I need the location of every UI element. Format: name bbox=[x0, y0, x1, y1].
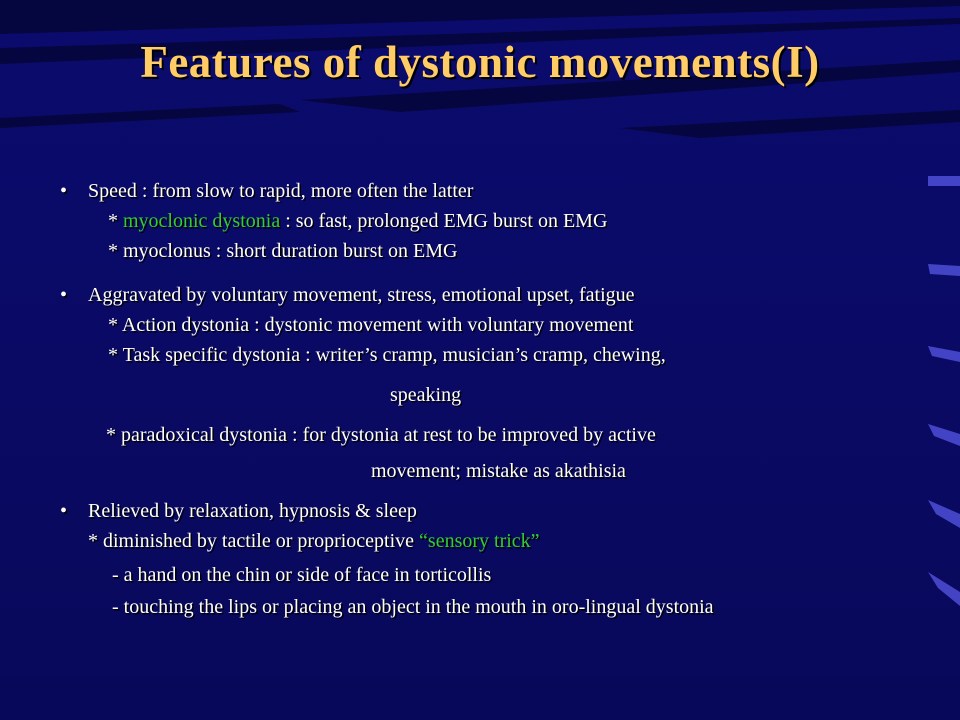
sub-1-prefix: * bbox=[108, 210, 123, 232]
bullet-2-sub-2: * Task specific dystonia : writer’s cramp, musician’s cramp, chewing, bbox=[108, 344, 666, 366]
bullet-1-sub-1 bbox=[108, 210, 607, 233]
bullet-3-sub-2: - a hand on the chin or side of face in torticollis bbox=[112, 564, 492, 586]
slide-title: Features of dystonic movements(I) bbox=[140, 37, 820, 87]
bullet-3-sub-1 bbox=[88, 530, 540, 553]
sensory-trick-highlight: “sensory trick” bbox=[419, 530, 540, 552]
bullet-3-text: Relieved by relaxation, hypnosis & sleep bbox=[88, 500, 417, 522]
bullet-1-glyph: • bbox=[60, 180, 68, 202]
myoclonic-dystonia-highlight: myoclonic dystonia bbox=[123, 210, 281, 232]
bullet-2-sub-3: * paradoxical dystonia : for dystonia at rest to be improved by active bbox=[106, 424, 656, 446]
bullet-1-sub-2: * myoclonus : short duration burst on EMG bbox=[108, 240, 458, 262]
bullet-3-sub-3: - touching the lips or placing an object in the mouth in oro-lingual dystonia bbox=[112, 596, 714, 618]
bullet-2-glyph: • bbox=[60, 284, 68, 306]
sub-1-prefix: * diminished by tactile or proprioceptive bbox=[88, 530, 420, 552]
bullet-2-sub-1: * Action dystonia : dystonic movement with voluntary movement bbox=[108, 314, 634, 336]
sub-1-suffix: : so fast, prolonged EMG burst on EMG bbox=[280, 210, 608, 232]
bullet-2-text: Aggravated by voluntary movement, stress, emotional upset, fatigue bbox=[88, 284, 635, 306]
bullet-1-text: Speed : from slow to rapid, more often the latter bbox=[88, 180, 474, 202]
bullet-3-glyph: • bbox=[60, 500, 68, 522]
bullet-2-sub-3-continued: movement; mistake as akathisia bbox=[371, 460, 626, 482]
bullet-2-sub-2-continued: speaking bbox=[390, 384, 462, 406]
